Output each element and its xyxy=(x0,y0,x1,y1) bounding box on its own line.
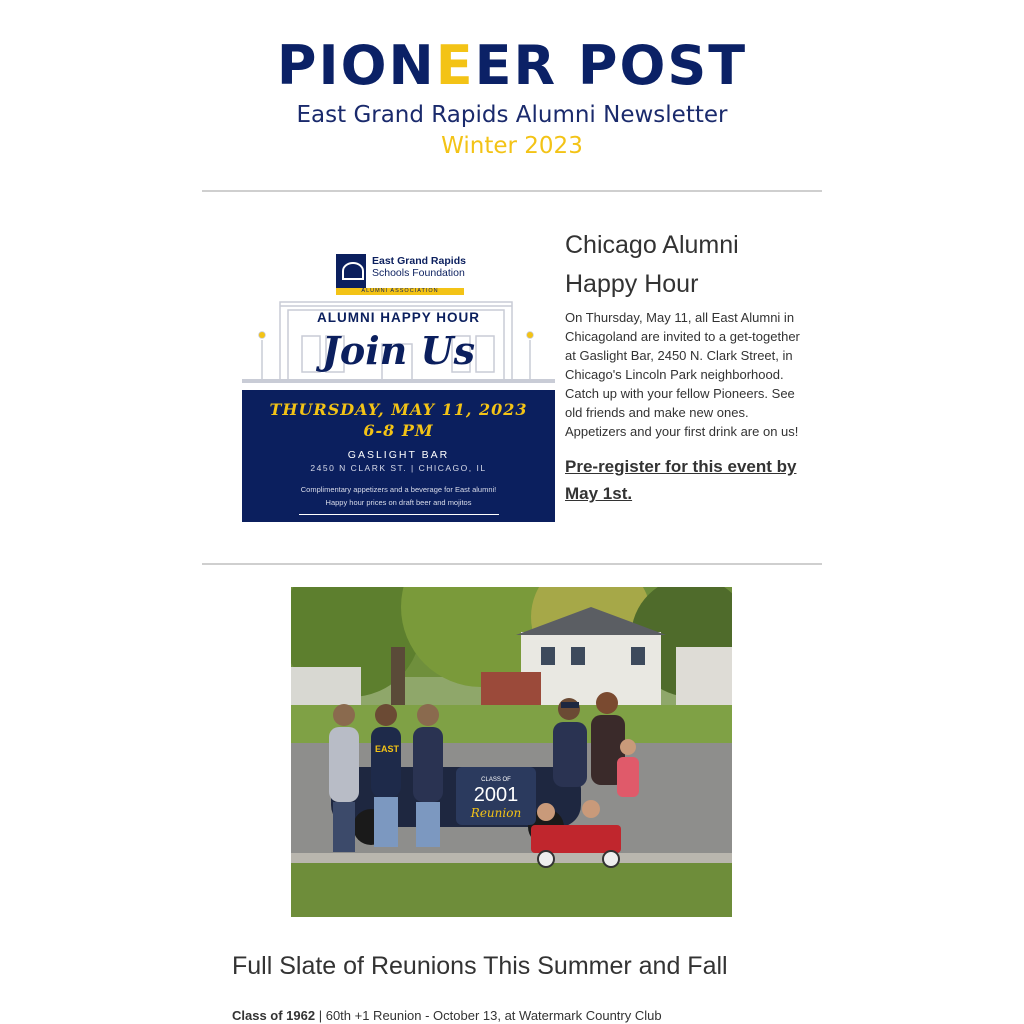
foundation-logo: East Grand Rapids Schools Foundation ALUMNI ASSOCIATION xyxy=(336,254,466,294)
event-article xyxy=(565,226,800,507)
reunion-item: Class of 1962 | 60th +1 Reunion - October 13, at Watermark Country Club xyxy=(232,1008,662,1023)
flyer-venue: GASLIGHT BAR xyxy=(347,449,450,461)
shirt-text: EAST xyxy=(374,744,400,754)
event-body: On Thursday, May 11, all East Alumni in Chicagoland are invited to a get-together at Gaslight Bar, 2450 N. Clark Street, in Chicago's Lincoln Park neighborhood. Catch up with your fellow Pioneers. See old friends and make new ones. Appetizers and your first drink are on us! xyxy=(565,310,800,439)
flyer-join-us: Join Us xyxy=(321,328,476,373)
sign-reunion: Reunion xyxy=(470,806,522,820)
event-title: Chicago Alumni Happy Hour xyxy=(565,231,739,298)
preregister-link[interactable]: Pre-register for this event by May 1st. xyxy=(565,457,797,503)
divider xyxy=(202,563,822,565)
newsletter-subtitle: East Grand Rapids Alumni Newsletter xyxy=(296,102,728,128)
logo-mark-icon xyxy=(336,254,366,288)
newsletter-title: PIONEER POST xyxy=(276,34,748,97)
sign-year: 2001 xyxy=(473,784,519,806)
flyer-heading: ALUMNI HAPPY HOUR xyxy=(316,310,480,325)
flyer-details-band xyxy=(242,390,555,522)
reunion-photo[interactable] xyxy=(291,587,732,917)
divider xyxy=(202,190,822,192)
newsletter-season: Winter 2023 xyxy=(441,133,583,159)
flyer-address: 2450 N CLARK ST. | CHICAGO, IL xyxy=(310,463,487,473)
flyer-note: Complimentary appetizers and a beverage for East alumni! Happy hour prices on draft beer and mojitos xyxy=(300,485,497,507)
flyer-underline xyxy=(299,514,499,515)
reunions-title: Full Slate of Reunions This Summer and Fall xyxy=(232,952,728,980)
sign-class-of: CLASS OF xyxy=(481,777,511,783)
flyer-date: THURSDAY, MAY 11, 2023 xyxy=(269,400,528,419)
masthead xyxy=(202,36,822,159)
flyer-time: 6-8 PM xyxy=(363,421,434,440)
happy-hour-flyer[interactable] xyxy=(242,240,555,522)
